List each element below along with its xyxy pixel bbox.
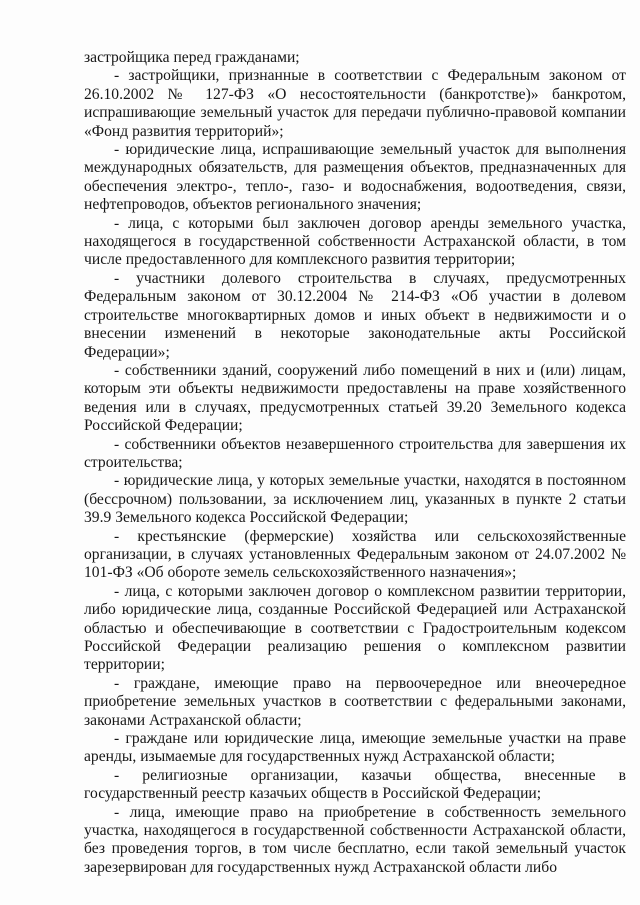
paragraph-building-owners: - собственники зданий, сооружений либо помещений в них и (или) лицам, которым эти объекты недвижимости предоставлены на праве хозяйственного ведения или в случаях, предусмотренных статьей 39.20 Земельного кодекса Российской Федерации; — [84, 361, 626, 435]
paragraph-bankrupt-developers: - застройщики, признанные в соответствии с Федеральным законом от 26.10.2002 № 127-ФЗ «О несостоятельности (банкротстве)» банкротом, испрашивающие земельный участок для передачи публично-правовой компании «Фонд развития территорий»; — [84, 67, 626, 140]
paragraph-legal-entities-international: - юридические лица, испрашивающие земельный участок для выполнения международных обязательств, для размещения объектов, предназначенных для обеспечения электро-, тепло-, газо- и водоснабжения, водоотведения, связи, нефтепроводов, объектов регионального значения; — [84, 141, 626, 214]
paragraph-farm-households: - крестьянские (фермерские) хозяйства или сельскохозяйственные организации, в случаях установленных Федеральным законом от 24.07.2002 № 101-ФЗ «Об обороте земель сельскохозяйственного назначения»; — [84, 527, 626, 582]
paragraph-unfinished-construction: - собственники объектов незавершенного строительства для завершения их строительства; — [84, 435, 626, 471]
paragraph-shared-construction: - участники долевого строительства в случаях, предусмотренных Федеральным законом от 30.12.2004 № 214-ФЗ «Об участии в долевом строительстве многоквартирных домов и иных объект в недвижимости и о внесении изменений в некоторые законодательные акты Российской Федерации»; — [84, 269, 626, 361]
paragraph-reserved-land: - лица, имеющие право на приобретение в собственность земельного участка, находящегося в государственной собственности Астраханской области, без проведения торгов, в том числе бесплатно, если такой земельный участок зарезервирован для государственных нужд Астраханской области либо — [84, 803, 626, 876]
paragraph-priority-citizens: - граждане, имеющие право на первоочередное или внеочередное приобретение земельных участков в соответствии с федеральными законами, законами Астраханской области; — [84, 674, 626, 729]
paragraph-complex-development: - лица, с которыми заключен договор о комплексном развитии территории, либо юридические лица, созданные Российской Федерацией или Астраханской областью и обеспечивающие в соответствии с Градостроительным кодексом Российской Федерации реализацию решения о комплексном развитии территории; — [84, 582, 626, 674]
paragraph-seized-land-lessees: - граждане или юридические лица, имеющие земельные участки на праве аренды, изымаемые для государственных нужд Астраханской области; — [84, 730, 626, 766]
paragraph-lease-holders: - лица, с которыми был заключен договор аренды земельного участка, находящегося в государственной собственности Астраханской области, в том числе предоставленного для комплексного развития территории; — [84, 214, 626, 269]
document-body — [84, 49, 626, 877]
paragraph-religious-cossack: - религиозные организации, казачьи общества, внесенные в государственный реестр казачьих обществ в Российской Федерации; — [84, 766, 626, 803]
paragraph-permanent-use: - юридические лица, у которых земельные участки, находятся в постоянном (бессрочном) пользовании, за исключением лиц, указанных в пункте 2 статьи 39.9 Земельного кодекса Российской Федерации; — [84, 472, 626, 527]
paragraph-continuation: застройщика перед гражданами; — [84, 49, 300, 66]
